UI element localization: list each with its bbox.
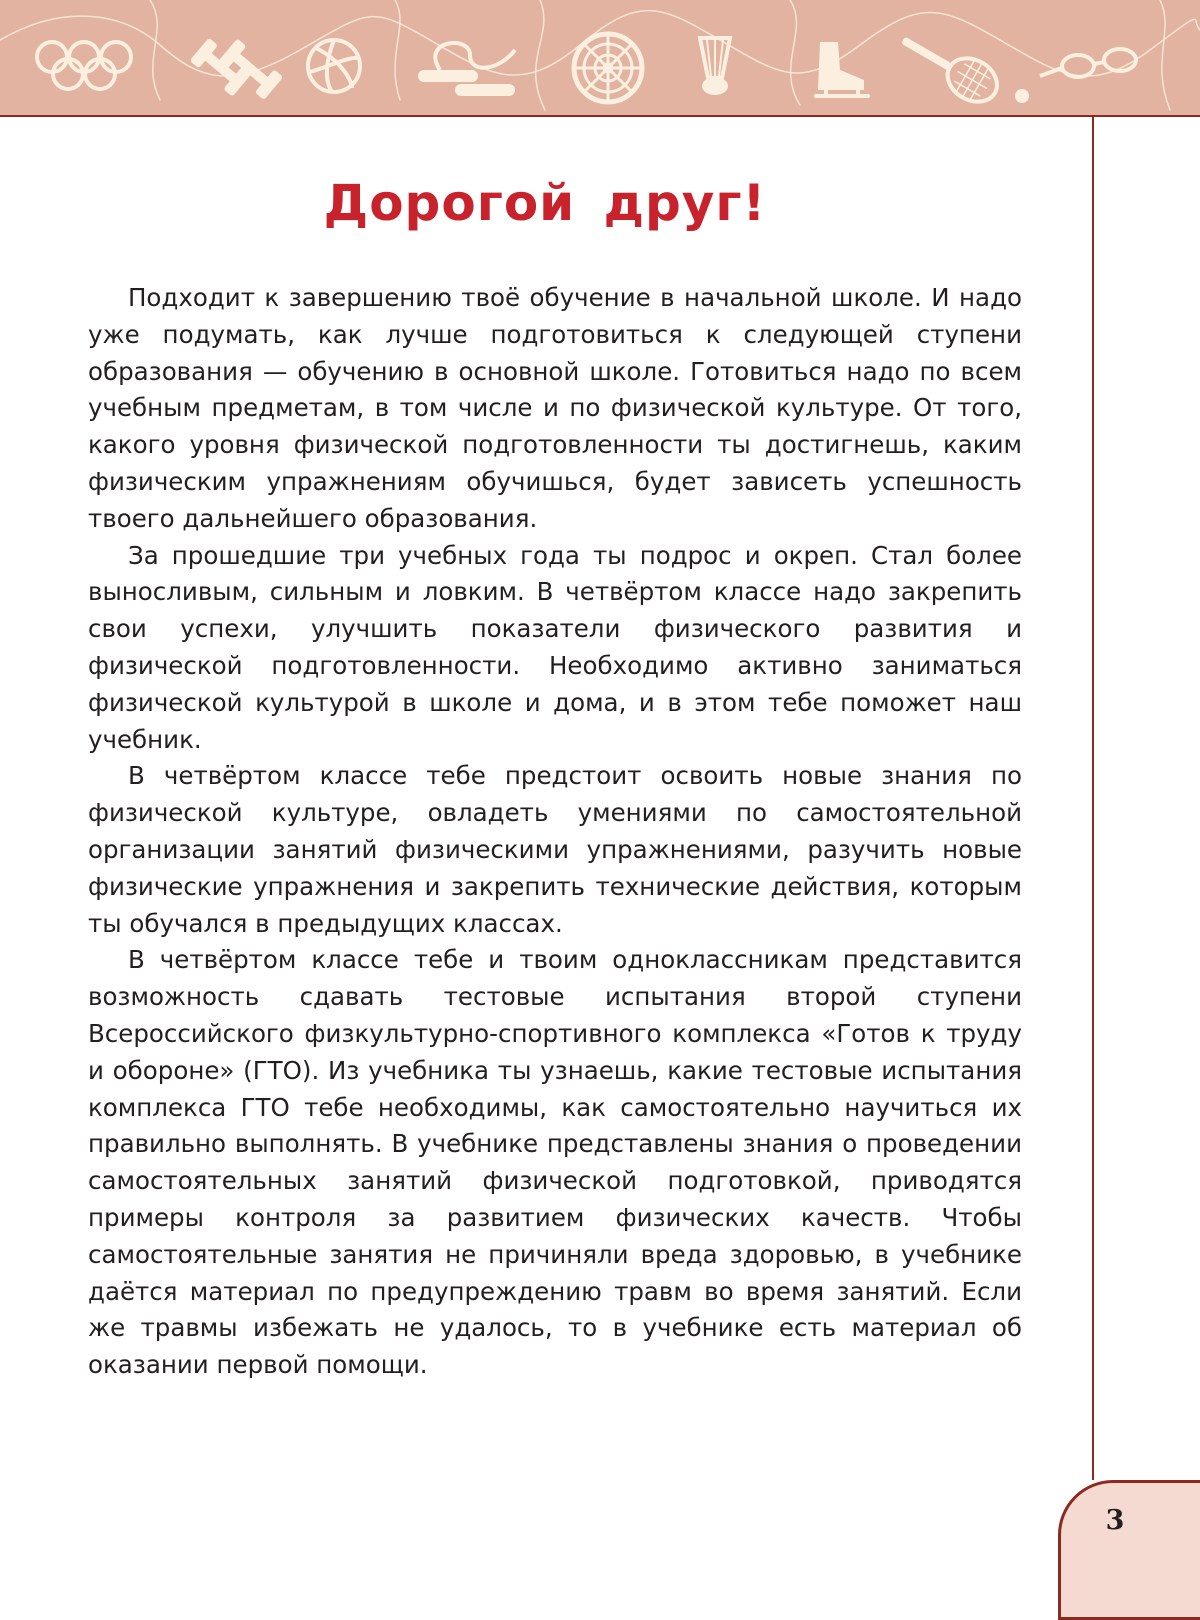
volleyball-icon xyxy=(308,40,360,92)
tennis-racket-icon xyxy=(893,23,1029,111)
shuttlecock-icon xyxy=(700,38,730,95)
sports-icons-strip xyxy=(0,0,1200,115)
paragraph: В четвёртом классе тебе и твоим одноклассникам представится возможность сдавать тестовые испытания второй ступени Всероссийского физкультурно-спортивного комплекса «Готов к труду и обороне» (ГТО). Из учебника ты узнаешь, какие тестовые испытания комплекса ГТО тебе необходимы, как самостоятельно научиться их правильно выполнять. В учебнике представлены знания о проведении самостоятельных занятий физической подготовкой, приводятся примеры контроля за развитием физических качеств. Чтобы самостоятельные занятия не причиняли вреда здоровью, в учебнике даётся материал по предупреждению травм во время занятий. Если же травмы избежать не удалось, то в учебнике есть материал об оказании первой помощи. xyxy=(88,945,1022,1380)
olympic-rings-icon xyxy=(37,42,131,89)
page-number-tab xyxy=(1058,1480,1200,1620)
dumbbells-icon xyxy=(190,38,284,100)
paragraph: За прошедшие три учебных года ты подрос и окреп. Стал более выносливым, сильным и ловким. В четвёртом классе надо закрепить свои успехи, улучшить показатели физического развития и физической подготовленности. Необходимо активно заниматься физической культурой в школе и дома, и в этом тебе поможет наш учебник. xyxy=(88,540,1022,754)
paragraph: В четвёртом классе тебе предстоит освоить новые знания по физической культуре, овладеть умениями по самостоятельной организации занятий физическими упражнениями, разучить новые физические упражнения и закрепить технические действия, которым ты обучался в предыдущих классах. xyxy=(88,761,1022,938)
page-number: 3 xyxy=(1105,1505,1125,1536)
page-title: Дорогой друг! xyxy=(323,173,767,232)
jump-rope-icon xyxy=(418,43,515,96)
ice-skate-icon xyxy=(814,42,870,98)
paragraph: Подходит к завершению твоё обучение в начальной школе. И надо уже подумать, как лучше подготовиться к следующей ступени образования — обучению в основной школе. Готовиться надо по всем учебным предметам, в том числе и по физической культуре. От того, какого уровня физической подготовленности ты достигнешь, каким физическим упражнениям обучишься, будет зависеть успешность твоего дальнейшего образования. xyxy=(88,283,1022,533)
swim-goggles-icon xyxy=(1040,49,1136,77)
margin-rule xyxy=(1092,115,1094,1480)
decorative-header-band xyxy=(0,0,1200,117)
dartboard-icon xyxy=(574,34,642,102)
body-text xyxy=(88,280,1022,1384)
